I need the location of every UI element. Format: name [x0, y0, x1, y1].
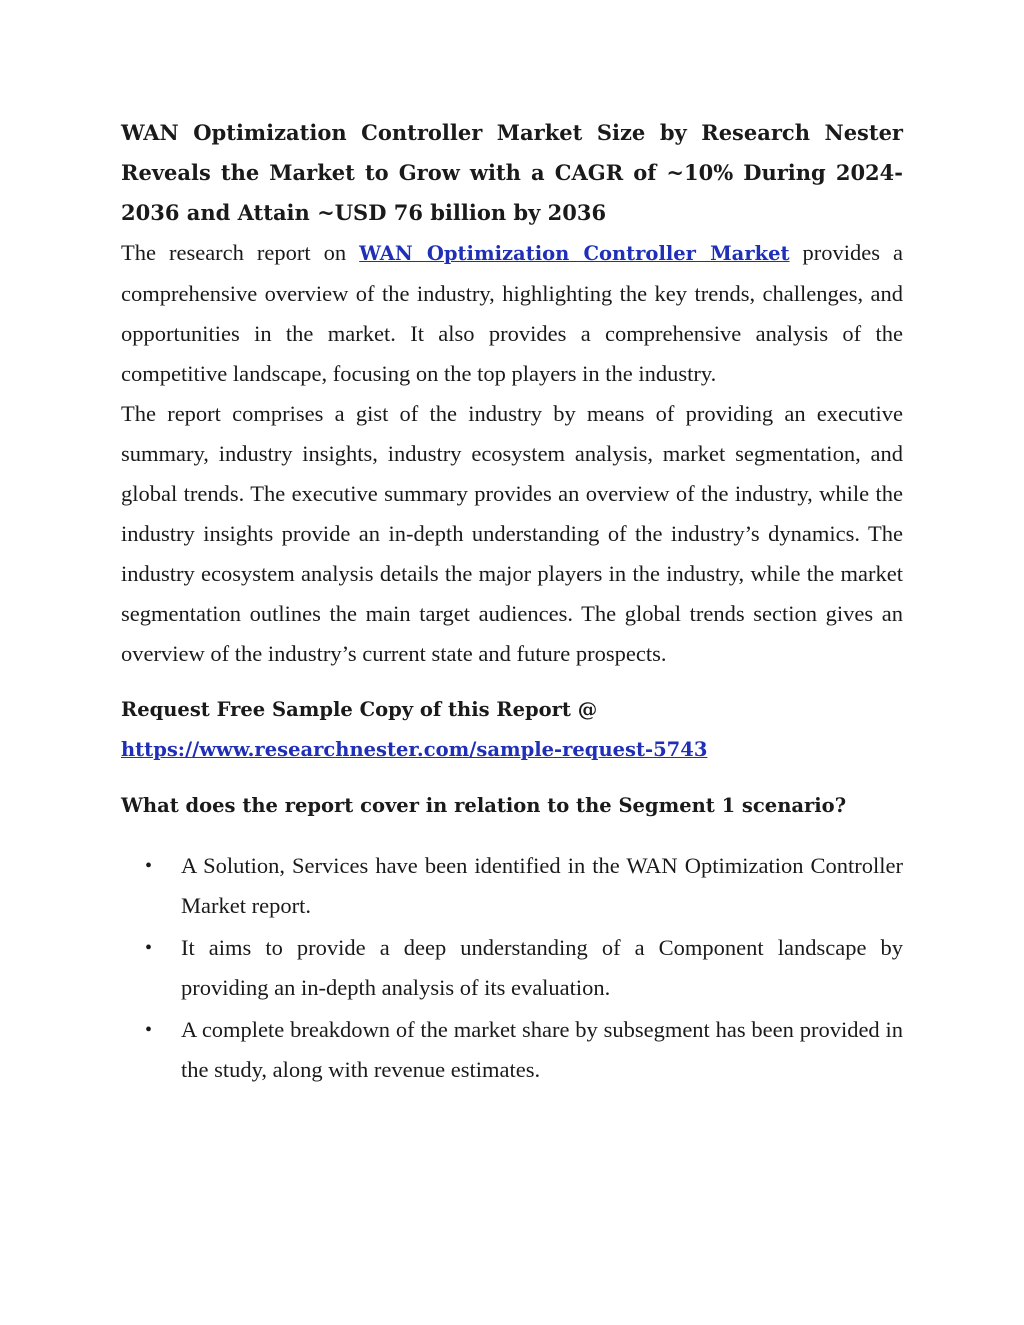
list-item [121, 1010, 903, 1090]
summary-paragraph: The report comprises a gist of the industry by means of providing an executive summary, industry insights, industry ecosystem analysis, market segmentation, and global trends. The executive summary provides an overview of the industry, while the industry insights provide an in-depth understanding of the industry’s dynamics. The industry ecosystem analysis details the major players in the industry, while the market segmentation outlines the main target audiences. The global trends section gives an overview of the industry’s current state and future prospects. [121, 401, 903, 666]
intro-text-after-link: provides a comprehensive overview of the industry, highlighting the key trends, challenges, and opportunities in the market. It also provides a comprehensive analysis of the competitive landscape, focusing on the top players in the industry. [121, 240, 903, 386]
intro-text-before-link: The research report on [121, 240, 360, 265]
document-title: WAN Optimization Controller Market Size by Research Nester Reveals the Market to Grow with a CAGR of ~10% During 2024-2036 and Attain ~USD 76 billion by 2036 [121, 120, 903, 225]
bullet-icon: • [145, 937, 153, 959]
document-page [121, 113, 903, 1092]
list-item [121, 928, 903, 1008]
sample-request-label: Request Free Sample Copy of this Report @ [121, 698, 598, 721]
bullet-text: A complete breakdown of the market share by subsegment has been provided in the study, along with revenue estimates. [181, 1017, 903, 1082]
segment-section-heading: What does the report cover in relation to the Segment 1 scenario? [121, 794, 847, 817]
bullet-text: It aims to provide a deep understanding of a Component landscape by providing an in-depth analysis of its evaluation. [181, 935, 903, 1000]
sample-request-link[interactable]: https://www.researchnester.com/sample-request-5743 [121, 738, 708, 761]
bullet-icon: • [145, 855, 153, 877]
list-item [121, 846, 903, 926]
bullet-icon: • [145, 1019, 153, 1041]
sample-request-block [121, 690, 903, 770]
market-report-link[interactable]: WAN Optimization Controller Market [359, 242, 790, 265]
bullet-text: A Solution, Services have been identified in the WAN Optimization Controller Market report. [181, 853, 903, 918]
segment-bullet-list [121, 846, 903, 1090]
intro-paragraph [121, 233, 903, 394]
